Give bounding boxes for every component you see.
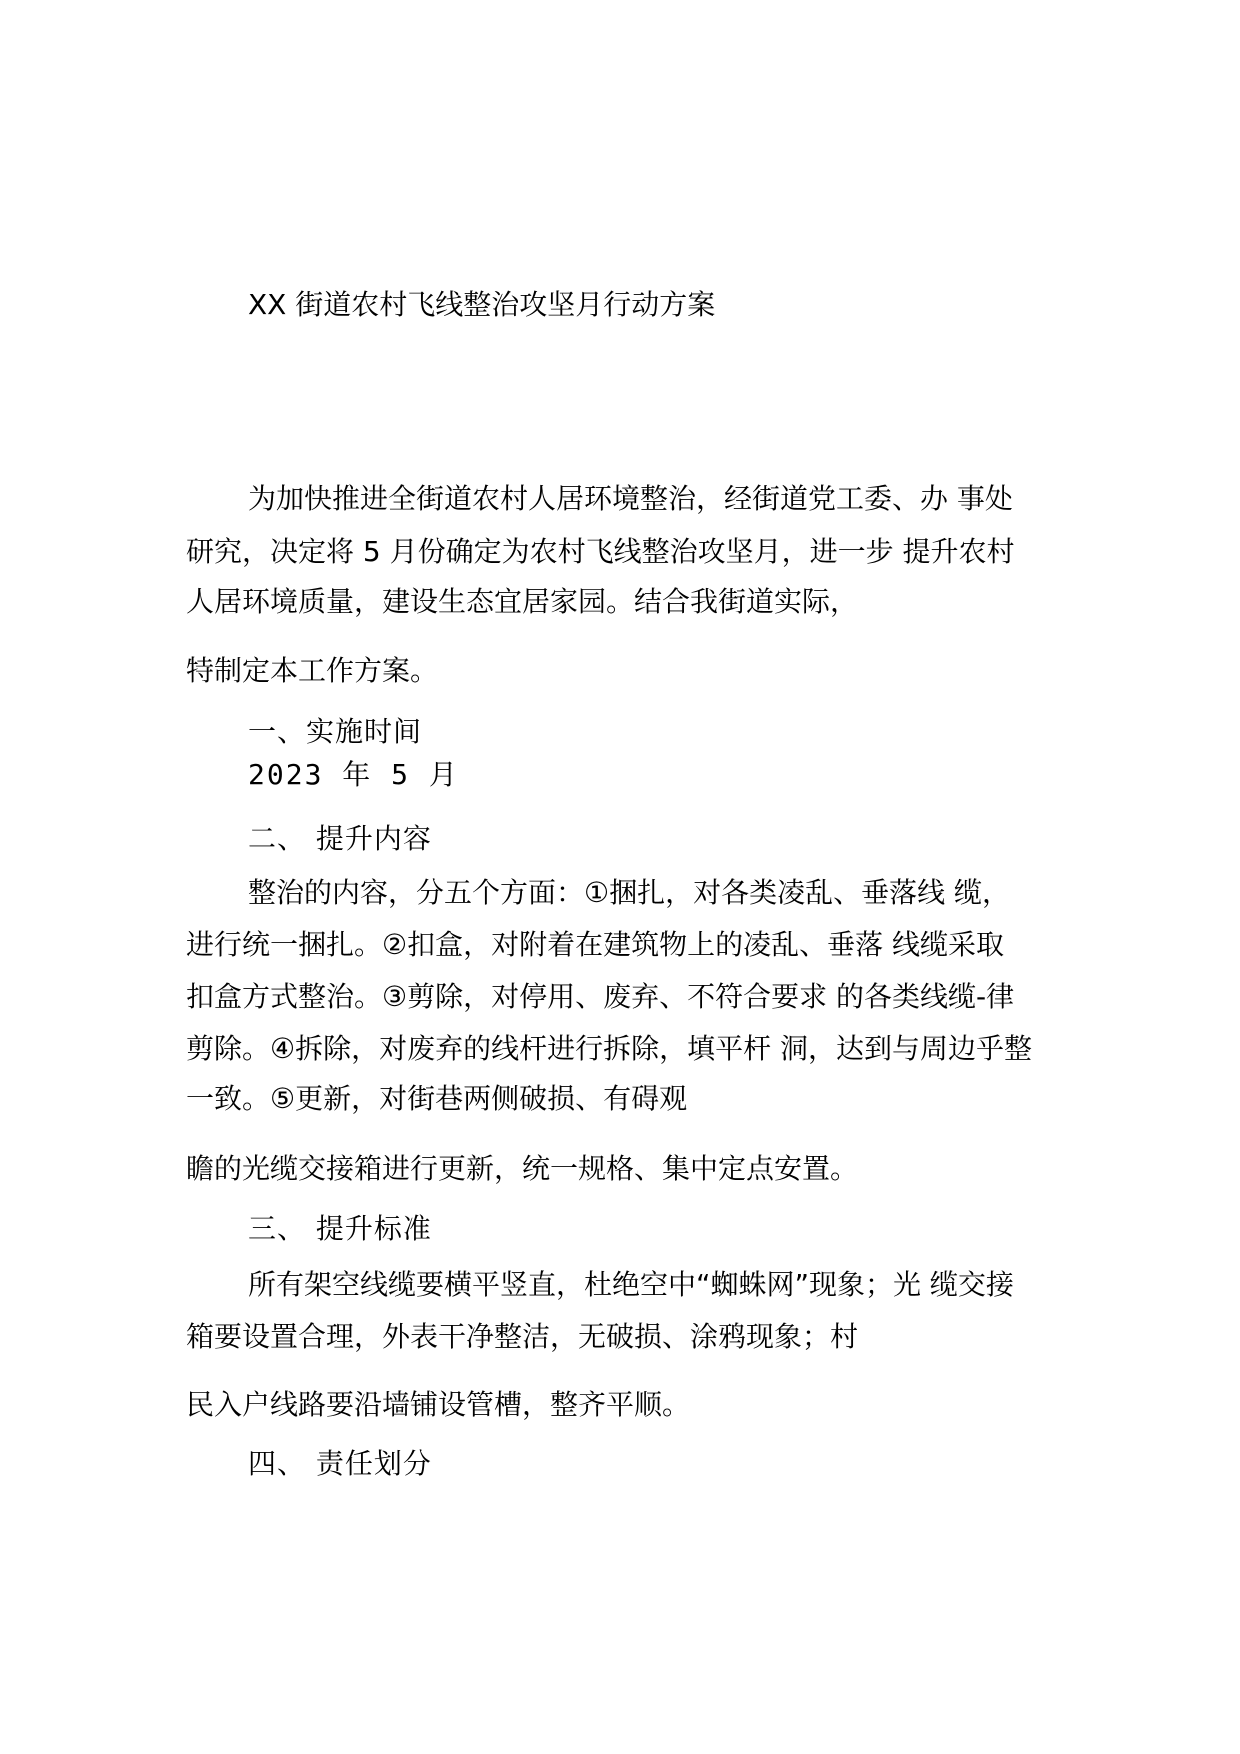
intro-line-4: 特制定本工作方案。 xyxy=(186,654,439,687)
section-1-date: 2023 年 5 月 xyxy=(248,758,459,791)
section-3-line-2: 箱要设置合理，外表干净整洁，无破损、涂鸦现象；村 xyxy=(186,1320,859,1353)
section-2-line-3: 扣盒方式整治。③剪除，对停用、废弃、不符合要求 的各类线缆-律 xyxy=(186,980,1015,1013)
document-title: XX 街道农村飞线整治攻坚月行动方案 xyxy=(248,288,716,321)
intro-line-3: 人居环境质量，建设生态宜居家园。结合我街道实际， xyxy=(186,585,859,618)
section-1-heading: 一、实施时间 xyxy=(248,715,423,748)
section-4-heading: 四、 责任划分 xyxy=(248,1447,432,1480)
section-2-line-6: 瞻的光缆交接箱进行更新，统一规格、集中定点安置。 xyxy=(186,1152,859,1185)
section-3-heading: 三、 提升标准 xyxy=(248,1212,432,1245)
section-3-line-3: 民入户线路要沿墙铺设管槽，整齐平顺。 xyxy=(186,1388,691,1421)
intro-line-1: 为加快推进全街道农村人居环境整治，经街道党工委、办 事处 xyxy=(248,482,1013,515)
intro-line-2: 研究，决定将 5 月份确定为农村飞线整治攻坚月，进一步 提升农村 xyxy=(186,535,1015,568)
section-2-line-4: 剪除。④拆除，对废弃的线杆进行拆除，填平杆 洞，达到与周边乎整 xyxy=(186,1032,1033,1065)
section-2-line-5: 一致。⑤更新，对街巷两侧破损、有碍观 xyxy=(186,1082,688,1115)
section-2-line-2: 进行统一捆扎。②扣盒，对附着在建筑物上的凌乱、垂落 线缆采取 xyxy=(186,928,1005,961)
section-3-line-1: 所有架空线缆要横平竖直，杜绝空中“蜘蛛网”现象；光 缆交接 xyxy=(248,1268,1014,1301)
section-2-line-1: 整治的内容，分五个方面：①捆扎，对各类凌乱、垂落线 缆， xyxy=(248,876,1011,909)
section-2-heading: 二、 提升内容 xyxy=(248,822,432,855)
